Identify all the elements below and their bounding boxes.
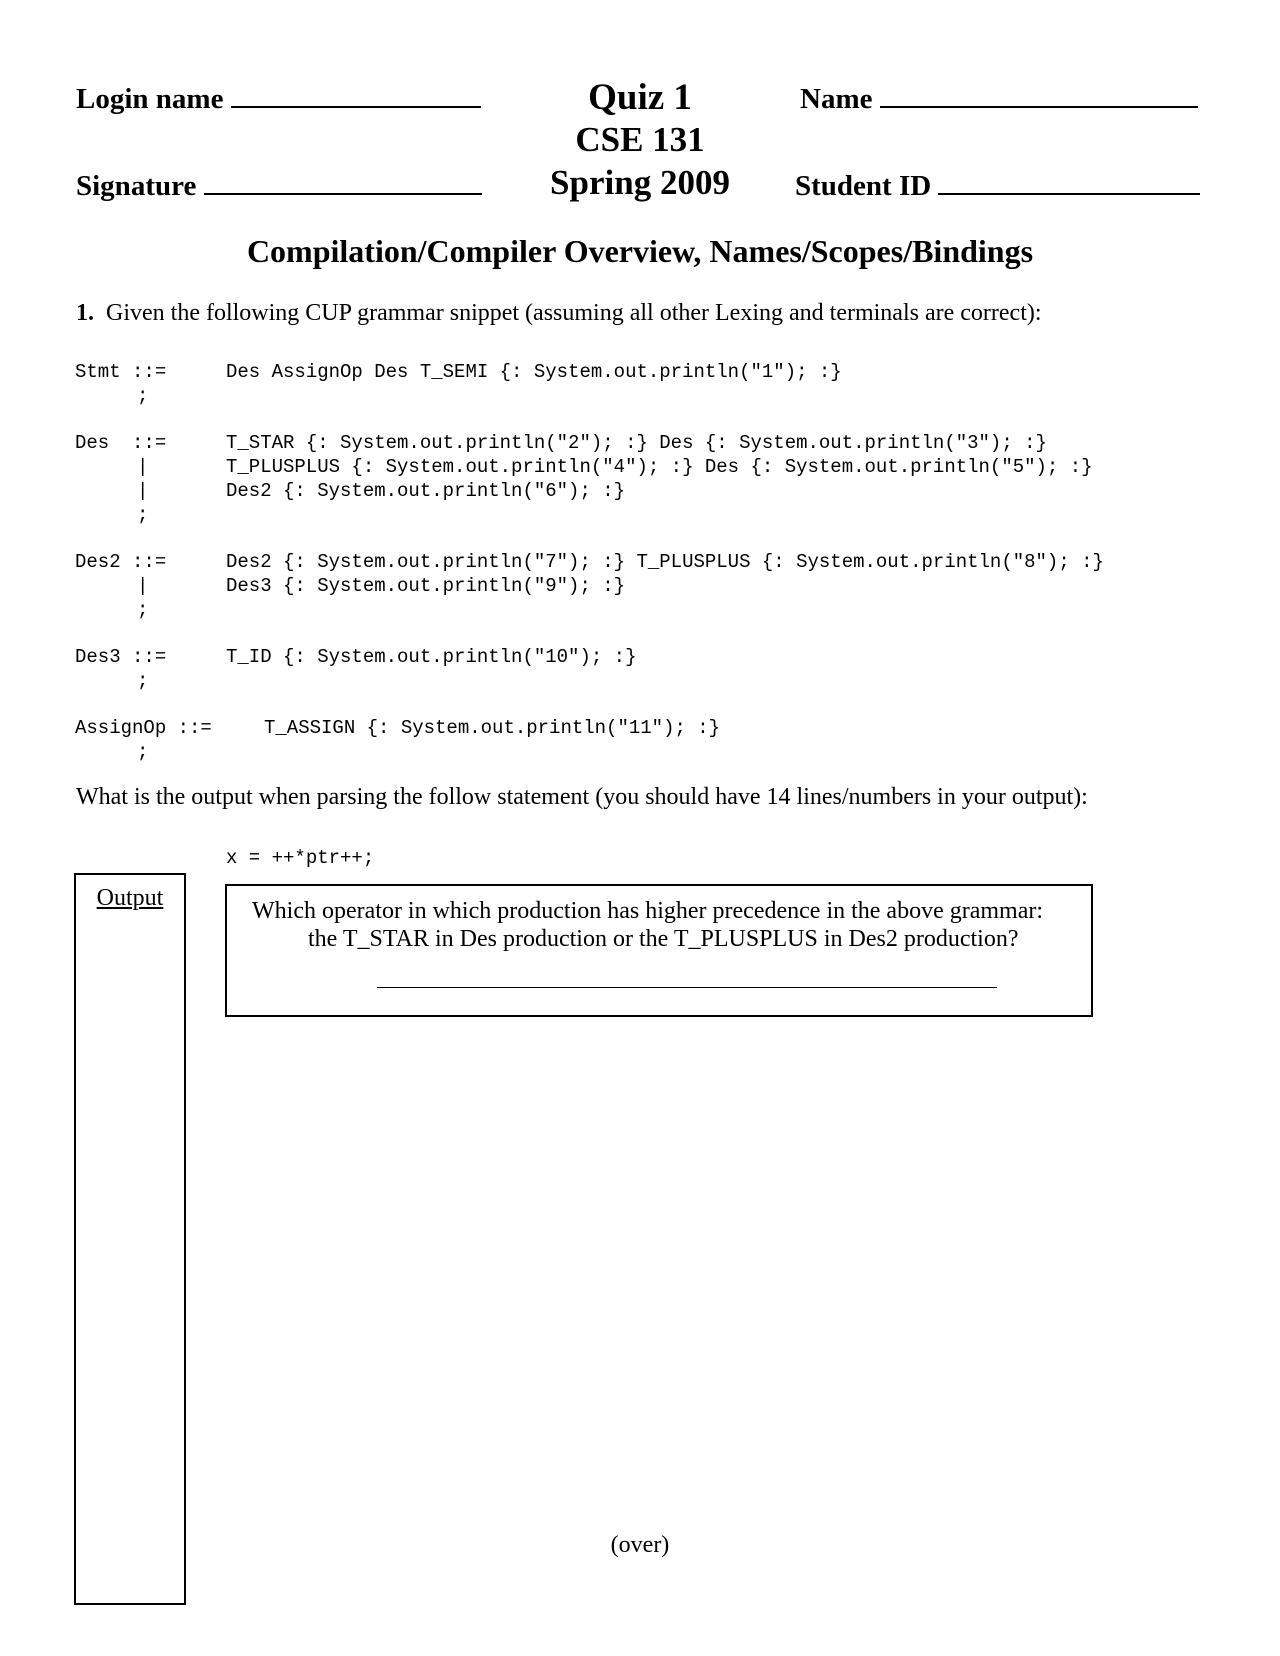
course-title: CSE 131	[575, 120, 705, 159]
grammar-assignop-lhs: AssignOp ::=	[75, 717, 212, 739]
grammar-des2-rhs-1: Des2 {: System.out.println("7"); :} T_PLUSPLUS {: System.out.println("8"); :}	[226, 551, 1104, 573]
precedence-question-line-2: the T_STAR in Des production or the T_PLUSPLUS in Des2 production?	[308, 926, 1019, 952]
question-1-text: Given the following CUP grammar snippet (assuming all other Lexing and terminals are correct):	[106, 300, 1042, 326]
grammar-des3-rhs: T_ID {: System.out.println("10"); :}	[226, 646, 637, 668]
grammar-des-rhs-3: Des2 {: System.out.println("6"); :}	[226, 480, 626, 502]
grammar-des2-end: ;	[137, 599, 149, 621]
over-note: (over)	[610, 1532, 670, 1558]
grammar-des2-lhs: Des2 ::=	[75, 551, 167, 573]
grammar-assignop-rhs: T_ASSIGN {: System.out.println("11"); :}	[264, 717, 721, 739]
term-title: Spring 2009	[550, 163, 730, 202]
precedence-question-line-1: Which operator in which production has higher precedence in the above grammar:	[252, 898, 1044, 924]
signature-label: Signature	[76, 170, 197, 202]
name-label: Name	[800, 83, 873, 115]
quiz-title: Quiz 1	[588, 77, 692, 118]
question-1-intro	[76, 300, 1042, 327]
output-label: Output	[96, 885, 164, 911]
section-title: Compilation/Compiler Overview, Names/Scopes/Bindings	[246, 233, 1034, 269]
grammar-des2-bar-1: |	[137, 575, 149, 597]
grammar-des3-end: ;	[137, 670, 149, 692]
login-name-blank[interactable]	[231, 106, 481, 108]
grammar-stmt-rhs: Des AssignOp Des T_SEMI {: System.out.println("1"); :}	[226, 361, 842, 383]
grammar-assignop-end: ;	[137, 741, 149, 763]
output-answer-box[interactable]	[74, 873, 186, 1605]
grammar-des-bar-2: |	[137, 480, 149, 502]
precedence-question-box	[225, 884, 1093, 1017]
login-name-label: Login name	[76, 83, 224, 115]
student-id-label: Student ID	[795, 170, 932, 202]
student-id-blank[interactable]	[938, 193, 1200, 195]
signature-field	[76, 170, 482, 203]
grammar-des-bar-1: |	[137, 456, 149, 478]
grammar-des3-lhs: Des3 ::=	[75, 646, 167, 668]
signature-blank[interactable]	[204, 193, 482, 195]
precedence-answer-blank[interactable]	[377, 987, 997, 988]
grammar-des-rhs-2: T_PLUSPLUS {: System.out.println("4"); :} Des {: System.out.println("5"); :}	[226, 456, 1093, 478]
login-name-field	[76, 83, 481, 116]
name-field	[800, 83, 1198, 116]
grammar-stmt-end: ;	[137, 385, 149, 407]
grammar-des2-rhs-2: Des3 {: System.out.println("9"); :}	[226, 575, 626, 597]
name-blank[interactable]	[880, 106, 1198, 108]
grammar-des-end: ;	[137, 504, 149, 526]
question-number: 1.	[76, 300, 94, 326]
student-id-field	[795, 170, 1200, 203]
grammar-des-lhs: Des ::=	[75, 432, 167, 454]
output-prompt: What is the output when parsing the follow statement (you should have 14 lines/numbers in your output):	[76, 784, 1088, 810]
grammar-stmt-lhs: Stmt ::=	[75, 361, 167, 383]
grammar-des-rhs-1: T_STAR {: System.out.println("2"); :} Des {: System.out.println("3"); :}	[226, 432, 1047, 454]
parse-statement: x = ++*ptr++;	[226, 847, 375, 869]
